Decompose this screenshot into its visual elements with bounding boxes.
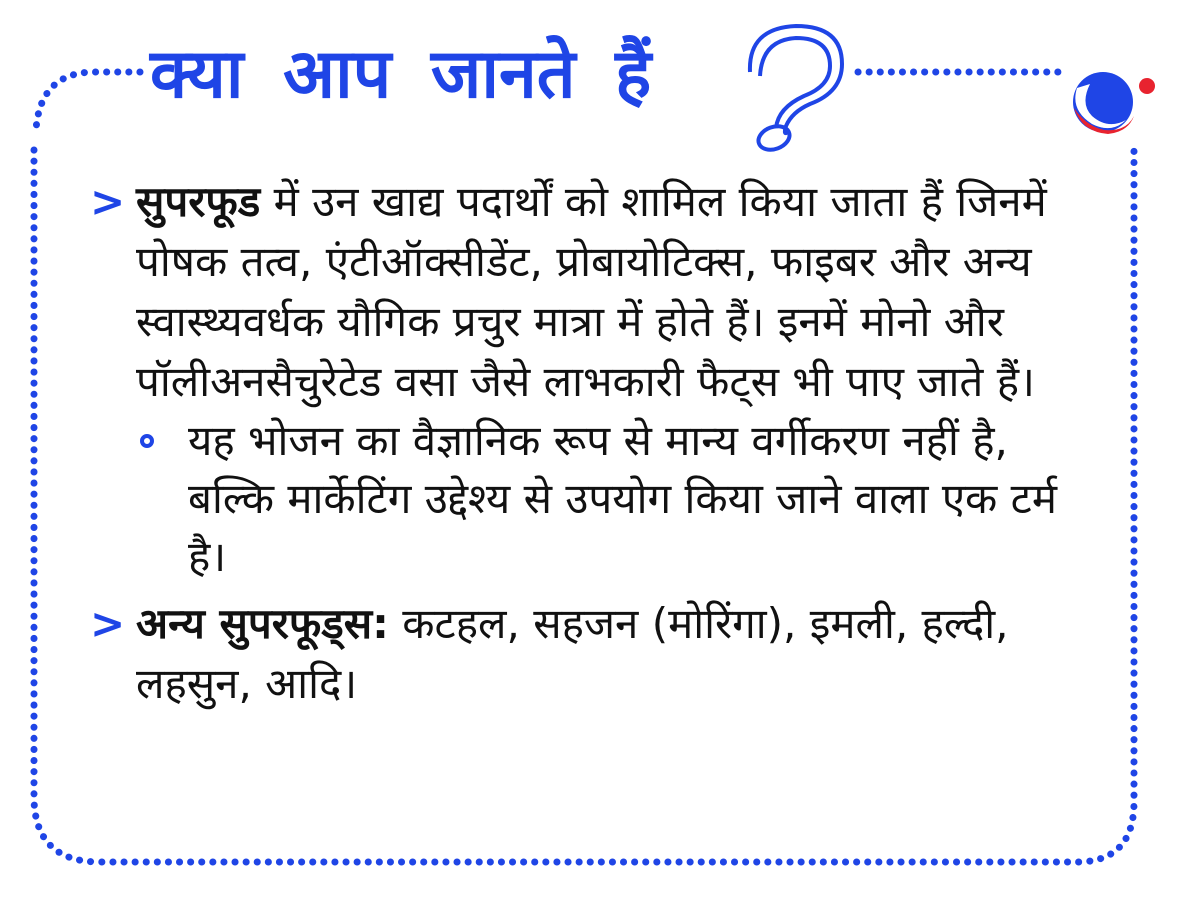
bullet-text: कटहल, सहजन (मोरिंगा), इमली, हल्दी, लहसुन, आदि। (136, 599, 1009, 708)
sub-bullet (188, 412, 1100, 586)
bullet-text: में उन खाद्य पदार्थों को शामिल किया जाता हैं जिनमें पोषक तत्व, एंटीऑक्सीडेंट, प्रोबायोटिक्स, फाइबर और अन्य स्वास्थ्यवर्धक यौगिक प्रचुर मात्रा में होते हैं। इनमें मोनो और पॉलीअनसैचुरेटेड वसा जैसे लाभकारी फैट्स भी पाए जाते हैं। (136, 177, 1047, 406)
bullet-heading: अन्य सुपरफूड्स: (136, 599, 389, 648)
question-mark-icon (750, 26, 842, 154)
content (90, 172, 1100, 714)
logo-icon (1073, 72, 1155, 134)
page-title: क्या आप जानते हैं (150, 35, 652, 114)
chevron-right-icon: > (90, 177, 126, 226)
chevron-right-icon: > (90, 599, 126, 648)
sub-bullet-text: यह भोजन का वैज्ञानिक रूप से मान्य वर्गीकरण नहीं है, बल्कि मार्केटिंग उद्देश्य से उपयोग किया जाने वाला एक टर्म है। (188, 416, 1057, 581)
bullet-superfood (90, 172, 1100, 412)
bullet-other-superfoods (90, 594, 1100, 714)
circle-bullet-icon (140, 434, 154, 448)
bullet-heading: सुपरफूड (136, 177, 261, 226)
